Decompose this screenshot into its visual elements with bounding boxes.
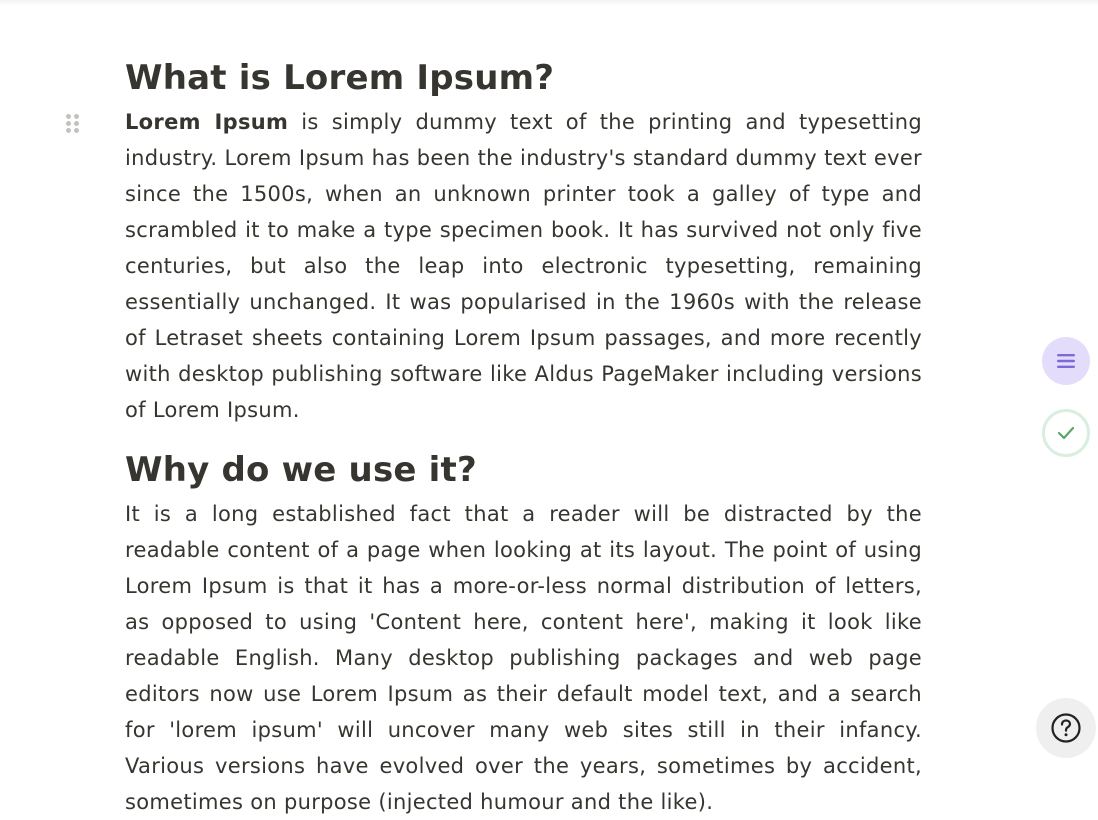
section-what-is: [125, 52, 922, 428]
document-body: [125, 52, 922, 820]
question-mark-icon: [1050, 712, 1082, 744]
check-button[interactable]: [1042, 409, 1090, 457]
paragraph-text: is simply dummy text of the printing and typesetting industry. Lorem Ipsum has been the industry's standard dummy text ever since the 1500s, when an unknown printer took a galley of type and scrambled it to make a type specimen book. It has survived not only five centuries, but also the leap into electronic typesetting, remaining essentially unchanged. It was popularised in the 1960s with the release of Letraset sheets containing Lorem Ipsum passages, and more recently with desktop publishing software like Aldus PageMaker including versions of Lorem Ipsum.: [125, 110, 923, 422]
heading-why-do-we-use-it[interactable]: Why do we use it?: [125, 450, 477, 490]
lines-icon: [1056, 353, 1076, 369]
notes-button[interactable]: [1042, 337, 1090, 385]
paragraph-what-is[interactable]: [125, 104, 922, 428]
bold-term: Lorem Ipsum: [125, 110, 289, 134]
heading-what-is-lorem-ipsum[interactable]: What is Lorem Ipsum?: [125, 58, 555, 98]
check-icon: [1057, 426, 1075, 440]
drag-handle-icon[interactable]: [66, 114, 80, 134]
help-button[interactable]: [1036, 698, 1096, 758]
top-edge-shadow: [0, 0, 1098, 6]
section-why-use: [125, 444, 922, 820]
paragraph-why-use[interactable]: It is a long established fact that a reader will be distracted by the readable content of a page when looking at its layout. The point of using Lorem Ipsum is that it has a more-or-less normal distribution of letters, as opposed to using 'Content here, content here', making it look like readable English. Many desktop publishing packages and web page editors now use Lorem Ipsum as their default model text, and a search for 'lorem ipsum' will uncover many web sites still in their infancy. Various versions have evolved over the years, sometimes by accident, sometimes on purpose (injected humour and the like).: [125, 502, 922, 814]
